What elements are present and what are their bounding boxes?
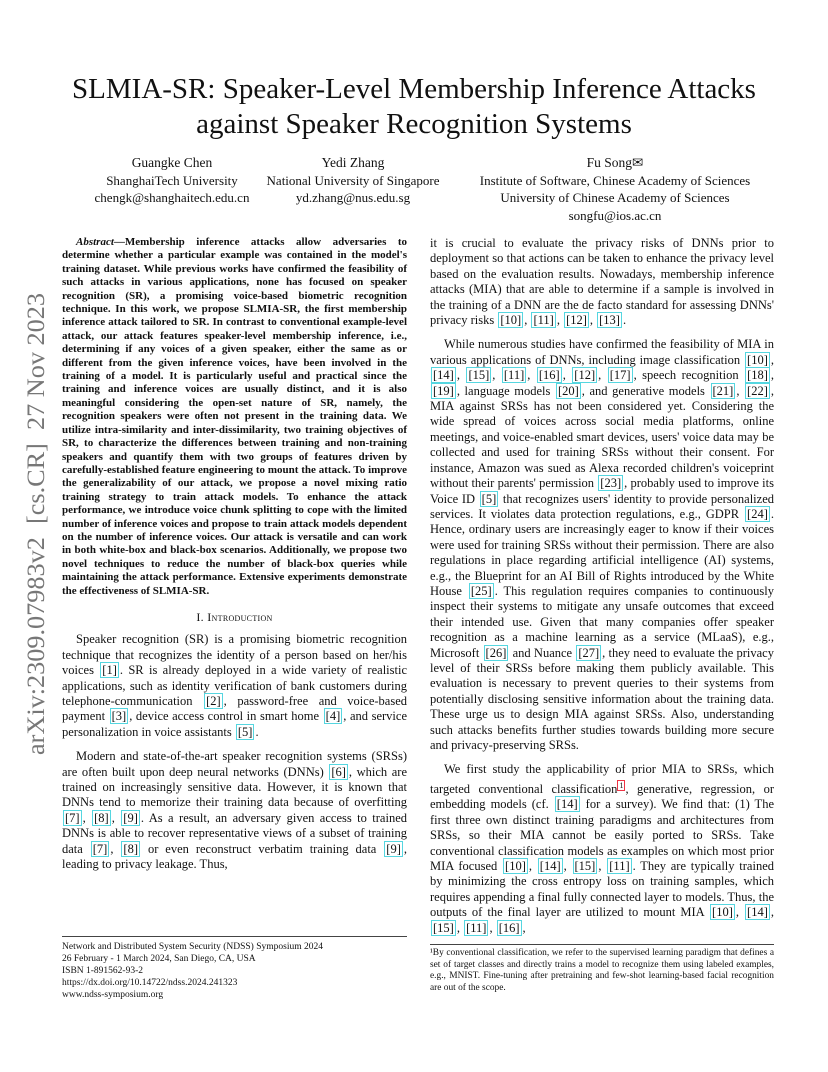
citation-link[interactable]: [15] [433,920,454,935]
citation-link[interactable]: [24] [747,506,768,521]
citation-link[interactable]: [2] [206,694,221,708]
author-email: yd.zhang@nus.edu.sg [295,190,411,205]
citation-link[interactable]: [10] [500,313,522,328]
citation-link[interactable]: [10] [712,905,733,920]
citation-link[interactable]: [16] [498,920,520,935]
author-name: Yedi Zhang [321,155,385,170]
conference-line: 26 February - 1 March 2024, San Diego, CA, USA [62,954,256,964]
author-email: songfu@ios.ac.cn [568,207,662,223]
citation-link[interactable]: [4] [325,709,341,724]
citation-link[interactable]: [21] [712,383,734,398]
paragraph: We first study the applicability of prior MIA to SRSs, which targeted conventional classification $^1$ , generative, regression, or embedding models (cf. [14] for a survey). We find that: (1) The first three own distinct training paradigms and architectures from SRSs, so their MIA cannot be easily ported to SRSs. Take conventional classification models as examples on which most prior MIA focused [10] , [14] , [15] , [11] . They are typically trained by minimizing the cross entropy loss on training samples, which requires appending a final fully connected layer to models. Thus, the outputs of the final layer are utilized to mount MIA [10] , [14] , [15] , [11] , [16] , [430,762,775,935]
abstract-text: —Membership inference attacks allow adversaries to determine whether a particular example was contained in the model's training dataset. While previous works have confirmed the feasibility of such attacks in various applications, none has focused on speaker recognition (SR), a promising voice-based biometric recognition technique. In this work, we propose SLMIA-SR, the first membership inference attack tailored to SR. In contrast to conventional example-level attack, our attack features speaker-level membership inference, i.e., determining if any voices of a given speaker, either the same as or different from the given inference voices, have been involved in the training of a model. It is particularly useful and practical since the training and inference voices are usually distinct, and it is also meaningful considering the open-set nature of SR, namely, the recognition speakers were often not present in the training data. We utilize intra-similarity and inter-dissimilarity, two training objectives of SR, to characterize the differences between training and non-training speakers and quantify them with two groups of features driven by carefully-established feature engineering to mount the attack. To improve the generalizability of our attack, we propose a novel mixing ratio training strategy to train attack models. To enhance the attack performance, we introduce voice chunk splitting to cope with the limited number of inference voices and propose to train attack models dependent on the number of inference voices. Our attack is versatile and can work in both white-box and black-box scenarios. Additionally, we propose two novel techniques to reduce the number of black-box queries while maintaining the attack performance. Extensive experiments demonstrate the effectiveness of SLMIA-SR. [62,236,407,597]
citation-link[interactable]: [15] [574,859,596,873]
author-email: chengk@shanghaitech.edu.cn [94,190,250,205]
arxiv-identifier: arXiv:2309.07983v2 [cs.CR] 27 Nov 2023 [23,314,50,755]
citation-link[interactable]: [13] [599,313,620,328]
citation-link[interactable]: [23] [600,476,622,491]
author-affiliation: Institute of Software, Chinese Academy of Sciences [479,172,751,188]
citation-link[interactable]: [1] [102,663,117,678]
author-2 [262,154,444,207]
author-affiliation: National University of Singapore [266,172,440,188]
author-3 [462,154,768,224]
citation-link[interactable]: [12] [574,368,596,383]
citation-link[interactable]: [5] [237,724,253,739]
citation-link[interactable]: [14] [433,368,454,383]
paragraph: While numerous studies have confirmed the feasibility of MIA in various applications of DNNs, including image classification [10] , [14] , [15] , [11] , [16] , [12] , [17] , speech recognition [18] , [19] , language models [20] , and generative models [21] , [22] , MIA against SRSs has not been considered yet. Considering the wide spread of voices across social media platforms, online meetings, and voice-enabled smart devices, users' voice data may be collected and used for training SRSs without their consent. For instance, Amazon was sued as Alexa recorded children's voiceprint without their parents' permission [23] , probably used to improve its Voice ID [5] that recognizes users' identity to provide personalized services. It violates data protection regulations, e.g., GDPR [24] . Hence, ordinary users are increasingly eager to know if their voices were used for training SRSs without their permission. There are also regulations in place regarding artificial intelligence (AI) systems, e.g., the Blueprint for an AI Bill of Rights introduced by the White House [25] . This regulation requires companies to continuously inspect their systems to mitigate any unsafe outcomes that exceed their intended use. Given that many companies offer speaker recognition as a machine learning as a service (MLaaS), e.g., Microsoft [26] and Nuance [27] , they need to evaluate the privacy level of their SRSs before making them publicly available. This evaluation is necessary to prevent queries to their systems from potentially disclosing sensitive information about the training data. These urge us to design MIA against SRSs. Also, understanding such attacks benefits further studies towards building more secure and privacy-preserving SRSs. [430,337,775,752]
left-column [62,236,407,881]
citation-link[interactable]: [10] [505,859,526,873]
author-name: Guangke Chen [131,155,213,170]
citation-link[interactable]: [5] [481,491,497,506]
citation-link[interactable]: [8] [94,810,109,825]
author-affiliation-2: University of Chinese Academy of Sciences [500,190,730,205]
conference-line: www.ndss-symposium.org [62,990,164,1000]
citation-link[interactable]: [22] [747,383,768,398]
citation-link[interactable]: [6] [331,764,346,779]
paragraph: it is crucial to evaluate the privacy risks of DNNs prior to deployment so that actions can be taken to enhance the privacy level based on the evaluation results. Nowadays, membership inference attacks (MIA) that are able to determine if a sample is involved in the training of a DNN are the de facto standard for assessing DNNs' privacy risks [10] , [11] , [12] , [13] . [430,236,774,328]
footnote: ¹By conventional classification, we refer to the supervised learning paradigm that defines a set of target classes and directly trains a model to recognize them using labeled examples, e.g., MNIST. Fine-tuning after pretraining and few-shot learning-based facial recognition are out of the scope. [430,944,774,994]
citation-link[interactable]: [15] [468,368,490,383]
author-block [62,154,768,224]
citation-link[interactable]: [9] [386,841,401,856]
citation-link[interactable]: [7] [92,841,108,856]
citation-link[interactable]: [17] [609,368,631,383]
citation-link[interactable]: [19] [433,383,454,398]
conference-line: https://dx.doi.org/10.14722/ndss.2024.241323 [62,978,238,988]
paragraph: Modern and state-of-the-art speaker recognition systems (SRSs) are often built upon deep neural networks (DNNs) [6] , which are trained on increasingly sensitive data. However, it is known that DNNs tend to memorize their training data because of overfitting [7] , [8] , [9] . As a result, an adversary given access to trained DNNs is able to recover representative views of a subset of training data [7] , [8] or even reconstruct verbatim training data [9] , leading to privacy leakage. Thus, [62,749,408,872]
author-name: Fu Song✉ [586,155,644,170]
arxiv-stamp [22,285,52,760]
citation-link[interactable]: [14] [539,859,561,873]
author-affiliation: ShanghaiTech University [106,172,238,188]
citation-link[interactable]: [3] [111,709,127,724]
paragraph: Speaker recognition (SR) is a promising biometric recognition technique that recognizes the identity of a person based on her/his voices [1] . SR is already deployed in a wide variety of realistic applications, such as identity verification of bank customers during telephone-communication [2] , password-free and voice-based payment [3] , device access control in smart home [4] , and service personalization in voice assistants [5] . [62,632,407,739]
citation-link[interactable]: [25] [470,583,492,598]
paper-title: SLMIA-SR: Speaker-Level Membership Inference Attacks against Speaker Recognition Systems [72,73,756,140]
right-column [430,236,774,945]
conference-info [62,936,407,1001]
citation-link[interactable]: [16] [538,368,560,383]
citation-link[interactable]: [14] [747,905,768,920]
citation-link[interactable]: [11] [503,368,525,383]
footnote-marker[interactable]: 1 [619,780,624,790]
citation-link[interactable]: [18] [747,368,768,383]
citation-link[interactable]: [11] [466,920,487,935]
abstract-label: Abstract [76,236,114,248]
citation-link[interactable]: [26] [485,645,507,660]
section-heading: I. Introduction [196,609,273,624]
author-1 [62,154,282,207]
citation-link[interactable]: [14] [556,797,578,812]
citation-link[interactable]: [27] [578,645,600,660]
citation-link[interactable]: [11] [533,313,554,328]
conference-line: ISBN 1-891562-93-2 [62,966,144,976]
abstract [62,236,407,598]
citation-link[interactable]: [12] [566,313,587,328]
citation-link[interactable]: [9] [123,810,138,825]
citation-link[interactable]: [20] [557,383,579,398]
citation-link[interactable]: [7] [65,810,80,825]
citation-link[interactable]: [11] [609,859,630,873]
conference-line: Network and Distributed System Security (NDSS) Symposium 2024 [62,942,323,952]
citation-link[interactable]: [8] [123,841,138,856]
citation-link[interactable]: [10] [747,352,768,367]
arxiv-stamp-svg [22,285,52,760]
